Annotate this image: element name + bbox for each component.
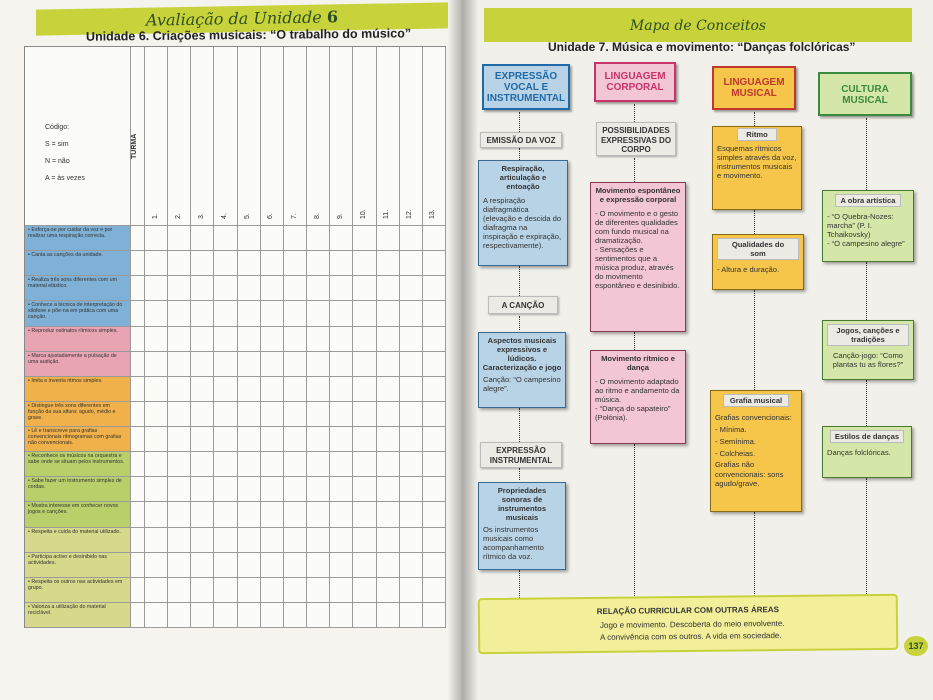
label-a-cancao: A CANÇÃO [488, 296, 558, 314]
box-title: Ritmo [737, 128, 777, 141]
connector [519, 570, 520, 598]
connector [519, 148, 520, 160]
grid-line [445, 47, 446, 627]
box-qualidades-som [712, 234, 804, 290]
grid-line [167, 47, 168, 627]
criterion-row: • Realiza três sons diferentes com um material elástico. [25, 276, 130, 300]
grid-line [329, 47, 330, 627]
criterion-row: • Lê e transcreve para grafias convencionais ritmogramas com grafias não convencionais. [25, 427, 130, 451]
grid-line [283, 47, 284, 627]
box-title: Jogos, canções e tradições [827, 324, 909, 346]
banner-title-part1: Avaliação da [146, 8, 249, 30]
box-title: Movimento espontâneo e expressão corporal [595, 186, 681, 204]
column-number: 5. [244, 213, 252, 219]
box-title: Qualidades do som [717, 238, 799, 260]
concept-map-banner [484, 8, 912, 42]
box-title: Estilos de danças [830, 430, 904, 443]
left-page [0, 0, 462, 700]
box-propriedades-sonoras [478, 482, 566, 570]
box-body: Canção-jogo: “Como plantas tu as flores?” [832, 351, 904, 369]
criterion-row: • Respeita e cuida do material utilizado. [25, 528, 130, 552]
grid-line [25, 627, 445, 628]
footer-line: A convivência com os outros. A vida em sociedade. [600, 631, 782, 642]
connector [754, 512, 755, 596]
connector [866, 478, 867, 596]
footer-title: RELAÇÃO CURRICULAR COM OUTRAS ÁREAS [596, 605, 780, 616]
header-linguagem-corporal: LINGUAGEM CORPORAL [594, 62, 676, 102]
criterion-row: • Sabe fazer um instrumento simples de cordas. [25, 477, 130, 501]
connector [866, 380, 867, 426]
connector [866, 262, 867, 320]
connector [754, 290, 755, 390]
box-title: Grafia musical [723, 394, 789, 407]
column-number: 6. [267, 213, 275, 219]
footer-line: Jogo e movimento. Descoberta do meio envolvente. [599, 618, 785, 630]
criterion-row: • Reconhece os músicos na orquestra e sabe onde se situam pelos instrumentos. [25, 452, 130, 476]
criterion-row: • Valoriza a utilização do material reciclável. [25, 603, 130, 627]
column-number: 3. [197, 213, 205, 219]
label-expressao-instrumental: EXPRESSÃO INSTRUMENTAL [480, 442, 562, 468]
criterion-row: • Conhece a técnica de interpretação do xilofone e põe-na em prática com uma canção. [25, 301, 130, 325]
box-title: Propriedades sonoras de instrumentos musicais [497, 486, 547, 522]
criterion-row: • Imita e inventa ritmos simples. [25, 377, 130, 401]
criterion-row: • Marca ajustadamente a pulsação de uma audição. [25, 352, 130, 376]
connector [519, 266, 520, 296]
connector [634, 158, 635, 182]
box-ritmo [712, 126, 802, 210]
connector [519, 316, 520, 330]
grid-line [352, 47, 353, 627]
column-number: 1. [151, 213, 159, 219]
box-body: A respiração diafragmática (elevação e descida do diafragma na inspiração e expiração, respectivamente). [483, 196, 562, 250]
column-number: 11. [383, 209, 391, 219]
connector [519, 408, 520, 442]
box-body: Danças folclóricas. [827, 448, 891, 457]
list-item: - O movimento e o gesto de diferentes qualidades com fundo musical na dramatização. [595, 209, 679, 245]
criterion-row: • Distingue três sons diferentes em função da sua altura: agudo, médio e grave. [25, 402, 130, 426]
box-aspectos-musicais [478, 332, 566, 408]
legend-item: A = às vezes [45, 175, 85, 182]
criterion-row: • Participa activo e desinibido nas actividades. [25, 553, 130, 577]
box-title: A obra artística [835, 194, 900, 207]
label-possibilidades-expressivas: POSSIBILIDADES EXPRESSIVAS DO CORPO [596, 122, 676, 156]
banner-title-part2: Unidade [253, 7, 322, 28]
legend-item: S = sim [45, 141, 69, 148]
connector [519, 468, 520, 480]
grid-line [376, 47, 377, 627]
connector [634, 332, 635, 350]
box-title: Respiração, articulação e entoação [499, 164, 547, 191]
banner-title-part3: Conceitos [696, 18, 767, 34]
grid-line [237, 47, 238, 627]
legend [45, 119, 85, 187]
box-respiracao [478, 160, 568, 266]
column-number: 7. [290, 213, 298, 219]
column-number: 10. [359, 209, 367, 219]
header-linguagem-musical: LINGUAGEM MUSICAL [712, 66, 796, 110]
header-cultura-musical: CULTURA MUSICAL [818, 72, 912, 116]
list-item: - “O campesino alegre” [827, 239, 905, 248]
box-grafia-musical [710, 390, 802, 512]
connector [754, 112, 755, 126]
list-item: - “Dança do sapateiro” (Polónia). [595, 404, 671, 422]
grid-line [213, 47, 214, 627]
connector [634, 444, 635, 596]
column-number: 8. [313, 213, 321, 219]
box-body: Esquemas rítmicos simples através da voz, instrumentos musicais e movimento. [717, 144, 797, 180]
box-body: Os instrumentos musicais como acompanhamento rítmico da voz. [483, 525, 544, 561]
evaluation-table [24, 46, 446, 628]
banner-title-part2: de [674, 18, 692, 34]
legend-item: N = não [45, 158, 70, 165]
grid-line [190, 47, 191, 627]
connector [754, 210, 755, 234]
box-estilos-dancas [822, 426, 912, 478]
grid-line [306, 47, 307, 627]
banner-title-part1: Mapa [629, 18, 670, 34]
legend-title: Código: [45, 124, 70, 131]
column-number: 12. [406, 209, 414, 219]
label-emissao-voz: EMISSÃO DA VOZ [480, 132, 562, 148]
list-item: - Mínima. [715, 425, 747, 434]
column-number: 4. [221, 213, 229, 219]
column-number: 9. [336, 213, 344, 219]
right-page [462, 0, 933, 700]
list-item: - Semínima. [715, 437, 756, 446]
criterion-row: • Respeita os outros nas actividades em grupo. [25, 578, 130, 602]
box-obra-artistica [822, 190, 914, 262]
box-body: Canção: “O campesino alegre”. [483, 375, 561, 393]
connector [866, 118, 867, 190]
box-body: - Altura e duração. [717, 265, 780, 274]
list-item: - Sensações e sentimentos que a música produz, através do movimento espontâneo e desinibido. [595, 245, 680, 290]
connector [519, 112, 520, 132]
curricular-relation-box [478, 594, 899, 654]
list-item: - O movimento adaptado ao ritmo e andamento da música. [595, 377, 680, 404]
box-jogos-cancoes [822, 320, 914, 380]
column-number: 13. [429, 209, 437, 219]
grid-line [260, 47, 261, 627]
criterion-row: • Esforça-se por cuidar da voz e por realizar uma respiração correcta. [25, 226, 130, 250]
banner-unit-number: 6 [326, 7, 338, 27]
header-expressao-vocal: EXPRESSÃO VOCAL E INSTRUMENTAL [482, 64, 570, 110]
box-title: Movimento rítmico e dança [601, 354, 675, 372]
grid-line [422, 47, 423, 627]
list-item: - “O Quebra-Nozes: marcha” (P. I. Tchaikovsky) [827, 212, 894, 239]
grid-line [399, 47, 400, 627]
box-body: Grafias não convencionais: sons agudo/grave. [715, 460, 784, 488]
box-body: Grafias convencionais: [715, 413, 792, 422]
page-number: 137 [904, 636, 928, 656]
turma-label: TURMA [131, 133, 138, 159]
criterion-row: • Reproduz ostinatos rítmicos simples. [25, 327, 130, 351]
grid-line [144, 47, 145, 627]
connector [634, 104, 635, 122]
page-subtitle: Unidade 6. Criações musicais: “O trabalho do músico” [85, 26, 412, 44]
box-movimento-espontaneo [590, 182, 686, 332]
grid-line [130, 47, 131, 627]
box-movimento-ritmico [590, 350, 686, 444]
criterion-row: • Mostra interesse em conhecer novos jogos e canções. [25, 502, 130, 526]
list-item: - Colcheias. [715, 449, 756, 458]
criterion-row: • Canta as canções da unidade. [25, 251, 130, 275]
column-number: 2. [174, 213, 182, 219]
page-subtitle: Unidade 7. Música e movimento: “Danças folclóricas” [548, 40, 856, 54]
box-title: Aspectos musicais expressivos e lúdicos. Caracterização e jogo [482, 336, 562, 372]
